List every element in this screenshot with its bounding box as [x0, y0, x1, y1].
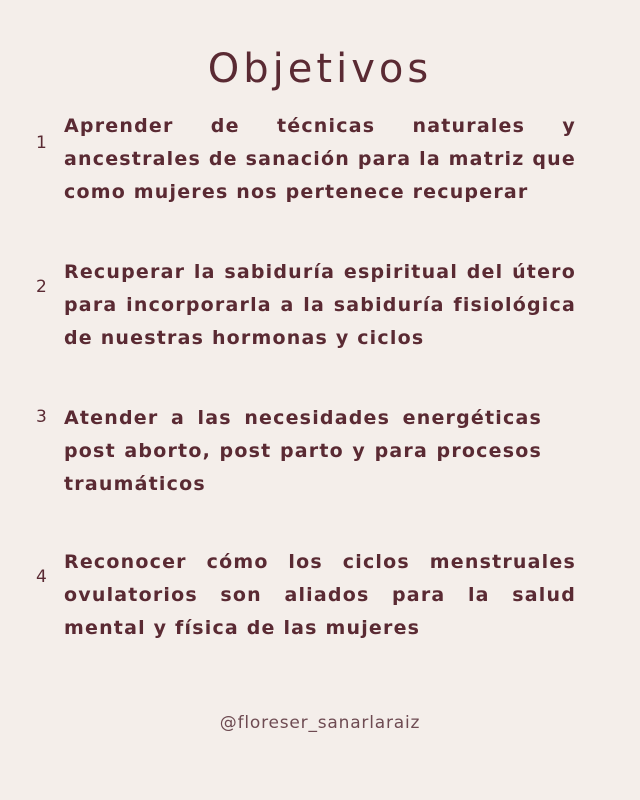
objective-text: Atender a las necesidades energéticas post aborto, post parto y para procesos traumáticos	[64, 407, 542, 495]
page-title: Objetivos	[207, 46, 433, 92]
objective-text: Aprender de técnicas naturales y ancestrales de sanación para la matriz que como mujeres nos pertenece recuperar	[64, 115, 576, 203]
objective-number: 1	[36, 133, 47, 153]
social-handle: @floreser_sanarlaraiz	[219, 713, 421, 733]
objective-number: 2	[36, 277, 47, 297]
objective-number: 3	[36, 407, 47, 427]
objective-text: Recuperar la sabiduría espiritual del útero para incorporarla a la sabiduría fisiológica de nuestras hormonas y ciclos	[64, 261, 576, 349]
objective-number: 4	[36, 567, 47, 587]
objective-text: Reconocer cómo los ciclos menstruales ovulatorios son aliados para la salud mental y física de las mujeres	[64, 551, 576, 639]
